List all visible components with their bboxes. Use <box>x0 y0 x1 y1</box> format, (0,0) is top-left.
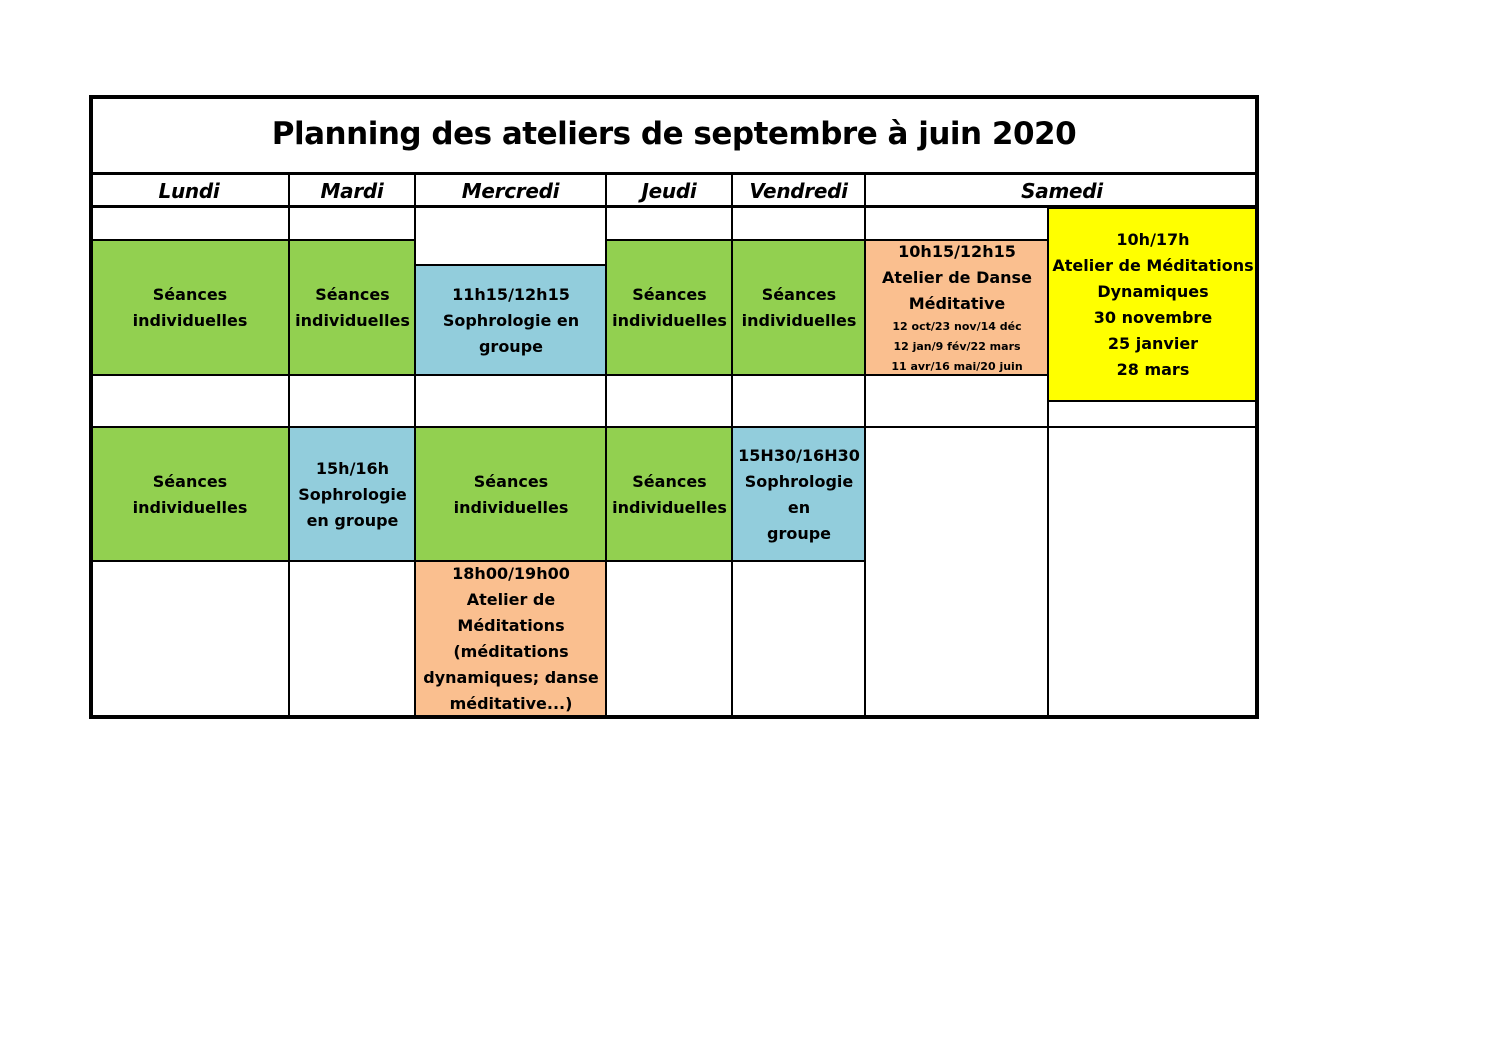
grid-line <box>606 239 1048 241</box>
slot-text: 10h/17h Atelier de Méditations Dynamiques 30 novembre 25 janvier 28 mars <box>1052 230 1254 379</box>
slot-text: 11h15/12h15 Sophrologie en groupe <box>442 284 580 356</box>
grid-line <box>1255 174 1259 719</box>
header-mardi: Mardi <box>320 179 384 203</box>
grid-line <box>1047 207 1049 717</box>
slot-text: Séances individuelles <box>453 471 569 517</box>
grid-line <box>605 207 607 717</box>
slot-vendredi-morning <box>733 240 865 375</box>
slot-text: 15h/16h Sophrologie en groupe <box>298 458 407 530</box>
grid-line <box>89 174 93 719</box>
header-jeudi: Jeudi <box>641 179 697 203</box>
header-samedi: Samedi <box>1021 179 1103 203</box>
slot-lundi-morning <box>91 240 289 375</box>
header-mercredi: Mercredi <box>461 179 560 203</box>
header-lundi: Lundi <box>158 179 220 203</box>
slot-title: Atelier de Danse Méditative <box>882 267 1032 313</box>
slot-text: 15H30/16H30 Sophrologie en groupe <box>738 445 860 543</box>
slot-samedi-danse <box>866 240 1048 375</box>
slot-text: Séances individuelles <box>741 284 857 330</box>
title-box <box>89 95 1259 175</box>
grid-line <box>731 175 733 207</box>
grid-line <box>91 426 1257 428</box>
header-vendredi: Vendredi <box>749 179 848 203</box>
grid-line <box>1048 400 1258 402</box>
slot-dates-2: 12 jan/9 fév/22 mars <box>893 339 1021 353</box>
grid-line <box>864 207 866 717</box>
slot-text: Séances individuelles <box>612 284 727 330</box>
slot-text: Séances individuelles <box>132 471 248 517</box>
slot-text: Séances individuelles <box>295 284 410 330</box>
slot-lundi-afternoon <box>91 428 289 561</box>
grid-line <box>605 175 607 207</box>
slot-jeudi-morning <box>607 240 732 375</box>
grid-line <box>91 239 415 241</box>
slot-mercredi-morning <box>416 266 606 375</box>
grid-line <box>414 175 416 207</box>
grid-line <box>91 374 1048 376</box>
grid-line <box>731 207 733 717</box>
grid-line <box>288 207 290 717</box>
grid-line <box>864 175 866 207</box>
slot-mardi-afternoon <box>290 428 415 561</box>
grid-line <box>89 715 1259 719</box>
slot-vendredi-afternoon <box>733 428 865 561</box>
page-title: Planning des ateliers de septembre à juin 2020 <box>271 115 1077 152</box>
slot-text: 18h00/19h00 Atelier de Méditations (méditations dynamiques; danse méditative...) <box>423 564 599 713</box>
grid-line <box>91 560 865 562</box>
slot-dates-3: 11 avr/16 mai/20 juin <box>891 359 1023 373</box>
slot-samedi-meditation <box>1049 209 1257 401</box>
grid-line <box>1048 207 1258 209</box>
slot-mardi-morning <box>290 240 415 375</box>
grid-line <box>414 207 416 717</box>
slot-text: Séances individuelles <box>132 284 248 330</box>
slot-dates-1: 12 oct/23 nov/14 déc <box>892 319 1022 333</box>
slot-mercredi-evening <box>416 562 606 716</box>
grid-line <box>415 264 606 266</box>
slot-time: 10h15/12h15 <box>898 241 1016 261</box>
slot-jeudi-afternoon <box>607 428 732 561</box>
grid-line <box>288 175 290 207</box>
slot-mercredi-afternoon <box>416 428 606 561</box>
slot-text: Séances individuelles <box>612 471 727 517</box>
